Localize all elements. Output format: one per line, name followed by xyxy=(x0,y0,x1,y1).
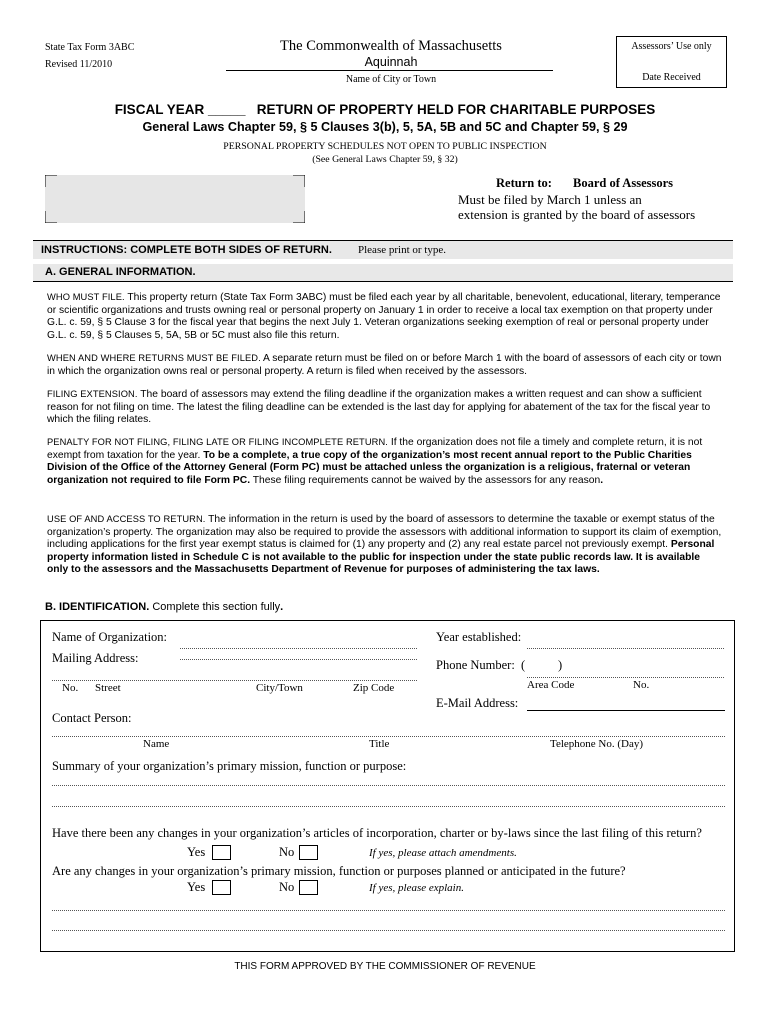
q1-no-checkbox[interactable] xyxy=(299,845,318,860)
city-underline xyxy=(226,70,553,71)
q1-no-label: No xyxy=(279,845,295,859)
commonwealth-title: The Commonwealth of Massachusetts xyxy=(280,38,502,54)
section-a-bar xyxy=(33,264,733,282)
addr-city-caption: City/Town xyxy=(256,682,303,694)
instructions-label: INSTRUCTIONS: COMPLETE BOTH SIDES OF RETURN. xyxy=(41,244,332,256)
email-label: E-Mail Address: xyxy=(436,696,519,710)
q2-yes-checkbox[interactable] xyxy=(212,880,231,895)
phone-no-caption: No. xyxy=(633,679,650,691)
phone-paren-open: ( xyxy=(521,658,526,672)
filing-extension xyxy=(47,388,723,427)
summary-line-1[interactable] xyxy=(52,785,725,786)
identification-box xyxy=(40,620,735,952)
section-b-label: B. IDENTIFICATION. xyxy=(45,601,150,613)
area-code-caption: Area Code xyxy=(527,679,575,691)
q2-yes-label: Yes xyxy=(187,880,206,894)
contact-name-caption: Name xyxy=(143,738,170,750)
penalty-end: . xyxy=(600,474,604,486)
contact-telephone-caption: Telephone No. (Day) xyxy=(550,738,644,750)
q2-no-label: No xyxy=(279,880,295,894)
year-established-label: Year established: xyxy=(436,630,522,644)
extension-note: extension is granted by the board of assessors xyxy=(458,207,696,222)
footer-approval: THIS FORM APPROVED BY THE COMMISSIONER OF REVENUE xyxy=(234,961,536,972)
explain-line-2[interactable] xyxy=(52,930,725,931)
addr-street-caption: Street xyxy=(95,682,121,694)
city-name[interactable]: Aquinnah xyxy=(364,55,418,69)
mailing-address-label: Mailing Address: xyxy=(52,651,139,665)
schedule-note: PERSONAL PROPERTY SCHEDULES NOT OPEN TO PUBLIC INSPECTION xyxy=(223,141,547,152)
q2-mission-changes: Are any changes in your organization’s primary mission, function or purposes planned or anticipated in the future? xyxy=(52,864,626,878)
penalty-text: If the organization does not file a timely and complete return, it is not exempt from taxation for the year. xyxy=(47,437,703,461)
instructions-bar xyxy=(33,240,733,259)
phone-field[interactable] xyxy=(527,677,724,678)
use-access xyxy=(47,513,723,577)
when-where-lead: WHEN AND WHERE RETURNS MUST BE FILED. xyxy=(47,353,261,363)
address-window[interactable] xyxy=(45,175,305,223)
filing-extension-lead: FILING EXTENSION. xyxy=(47,389,138,399)
section-b-end: . xyxy=(280,601,284,613)
penalty xyxy=(47,436,723,487)
contact-person-label: Contact Person: xyxy=(52,711,132,725)
org-name-field[interactable] xyxy=(180,648,417,649)
phone-paren-close: ) xyxy=(558,658,563,672)
section-b-instruction: Complete this section fully xyxy=(149,601,281,613)
fiscal-year-label: FISCAL YEAR _____ xyxy=(114,102,246,117)
address-window-corners xyxy=(45,175,305,223)
use-access-bold: Personal property information listed in Schedule C is not available to the public for inspection under the state public records law. It is available only to the assessors and the Massachusetts Department of Revenue for purposes of administering the tax laws. xyxy=(47,539,715,575)
addr-zip-caption: Zip Code xyxy=(353,682,395,694)
q1-articles-changes: Have there been any changes in your organization’s articles of incorporation, charter or by-laws since the last filing of this return? xyxy=(52,826,702,840)
form-title xyxy=(0,102,770,117)
when-where-text: A separate return must be filed on or before March 1 with the board of assessors of each city or town in which the organization owns real or personal property. A return is filed when received by the assessors. xyxy=(47,353,722,377)
section-b-heading xyxy=(45,601,283,613)
when-where xyxy=(47,352,723,378)
use-access-text: The information in the return is used by the board of assessors to determine the taxable or exempt status of the organization’s property. The organization may also be required to provide the assessors with additional information to support its claim of exemption, including applications for the first year exempt status is claimed for (1) any property and (2) any real estate parcel not previously exempt. xyxy=(47,514,722,550)
contact-person-field[interactable] xyxy=(52,736,725,737)
date-received-label: Date Received xyxy=(642,72,701,83)
return-title: RETURN OF PROPERTY HELD FOR CHARITABLE PURPOSES xyxy=(256,102,656,117)
email-field[interactable] xyxy=(527,710,725,711)
phone-label: Phone Number: xyxy=(436,658,515,672)
schedule-note-ref: (See General Laws Chapter 59, § 32) xyxy=(312,154,458,165)
who-must-file xyxy=(47,291,723,342)
penalty-text-2: These filing requirements cannot be waived by the assessors for any reason xyxy=(250,474,601,486)
law-reference: General Laws Chapter 59, § 5 Clauses 3(b), 5, 5A, 5B and 5C and Chapter 59, § 29 xyxy=(142,120,628,134)
summary-label: Summary of your organization’s primary mission, function or purpose: xyxy=(52,759,407,773)
contact-title-caption: Title xyxy=(369,738,390,750)
penalty-lead: PENALTY FOR NOT FILING, FILING LATE OR FILING INCOMPLETE RETURN. xyxy=(47,437,388,447)
filing-deadline: Must be filed by March 1 unless an xyxy=(458,192,642,207)
q1-note: If yes, please attach amendments. xyxy=(369,847,517,859)
org-name-label: Name of Organization: xyxy=(52,630,168,644)
form-name: State Tax Form 3ABC xyxy=(45,42,135,53)
use-access-lead: USE OF AND ACCESS TO RETURN. xyxy=(47,514,206,524)
assessors-use-label: Assessors’ Use only xyxy=(631,41,712,52)
q2-note: If yes, please explain. xyxy=(369,882,464,894)
summary-line-2[interactable] xyxy=(52,806,725,807)
explain-line-1[interactable] xyxy=(52,910,725,911)
revised-date: Revised 11/2010 xyxy=(45,59,113,70)
who-must-file-text: This property return (State Tax Form 3ABC) must be filed each year by all charitable, benevolent, educational, literary, temperance or scientific organizations and trusts owning real or personal property on January 1 in order to receive a local tax exemption on that property under G.L. c. 59, § 5 Clause 3 for the fiscal year that begins the next July 1. Veteran organizations seeking exemption of real or personal property under G.L. c. 59, § 5 Clauses 5, 5A, 5B or 5C must also file this return. xyxy=(47,292,721,341)
city-caption: Name of City or Town xyxy=(345,74,437,85)
year-established-field[interactable] xyxy=(527,648,724,649)
addr-no-caption: No. xyxy=(62,682,79,694)
return-to-label: Return to: xyxy=(496,176,552,190)
q1-yes-label: Yes xyxy=(187,845,206,859)
filing-extension-text: The board of assessors may extend the filing deadline if the organization makes a written request and can show a sufficient reason for not filing on time. The latest the filing deadline can be extended is the last day for applying for abatement of the tax for the fiscal year to which the filing relates. xyxy=(47,389,711,425)
section-a-heading: A. GENERAL INFORMATION. xyxy=(45,266,196,278)
penalty-bold: To be a complete, a true copy of the organization’s most recent annual report to the Public Charities Division of the Office of the Attorney General (Form PC) must be attached unless the organization is a religious, fraternal or veteran organization not required to file Form PC. xyxy=(47,449,692,486)
mailing-address-field[interactable] xyxy=(180,659,417,660)
mailing-address-line[interactable] xyxy=(52,680,417,681)
instructions-note: Please print or type. xyxy=(358,244,446,256)
q1-yes-checkbox[interactable] xyxy=(212,845,231,860)
who-must-file-lead: WHO MUST FILE. xyxy=(47,292,125,302)
q2-no-checkbox[interactable] xyxy=(299,880,318,895)
board-of-assessors: Board of Assessors xyxy=(573,176,674,190)
assessors-use-box xyxy=(616,36,727,88)
